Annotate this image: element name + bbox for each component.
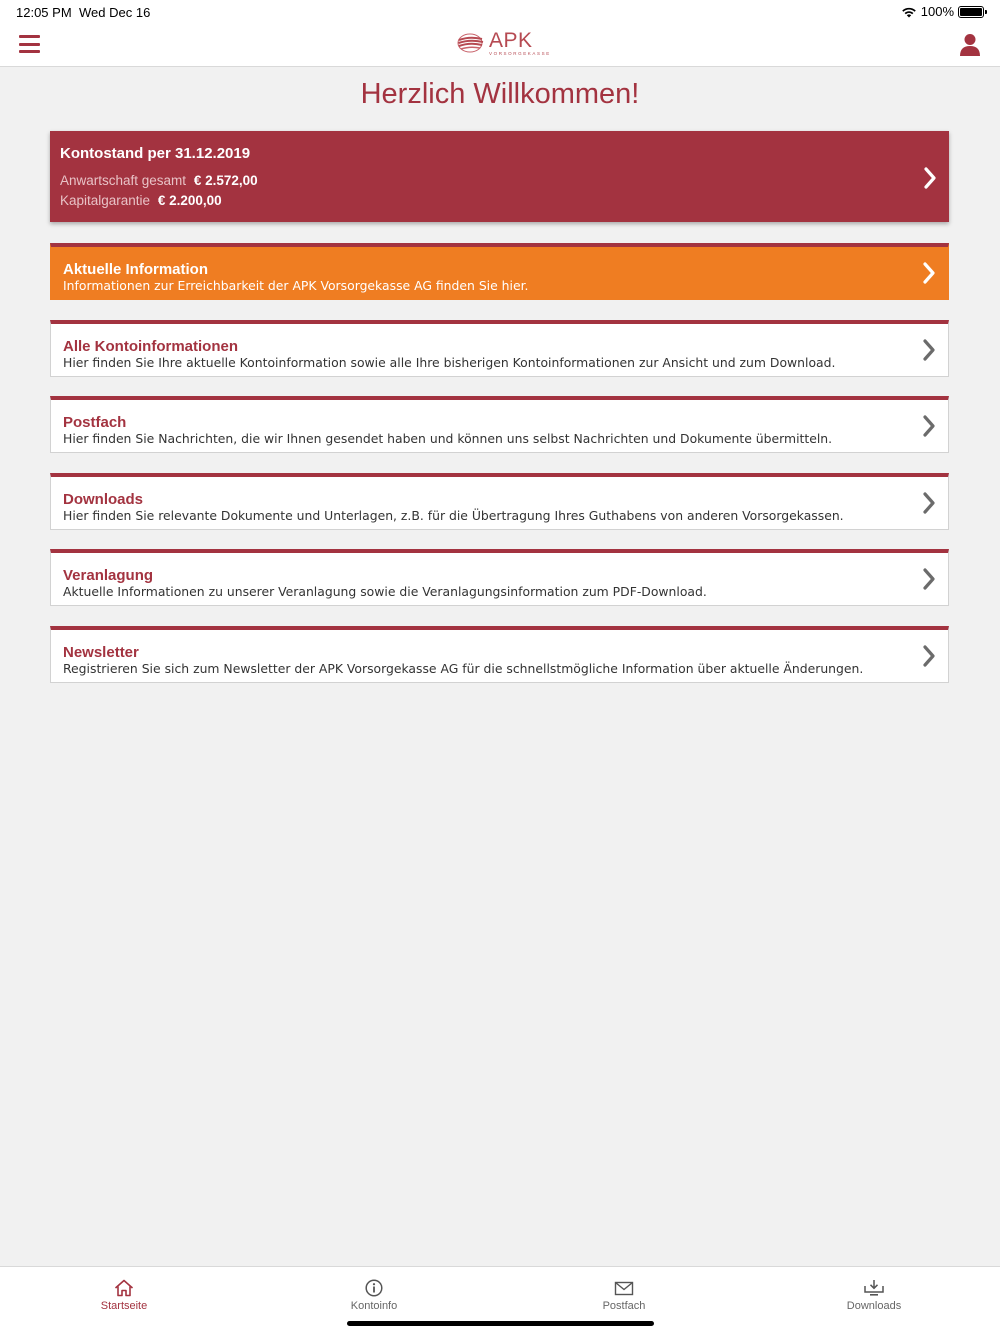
- chevron-right-icon: [922, 339, 936, 361]
- profile-icon[interactable]: [960, 33, 980, 57]
- status-date: Wed Dec 16: [79, 5, 151, 20]
- menu-icon[interactable]: [19, 35, 40, 53]
- tab-label: Kontoinfo: [350, 1300, 398, 1312]
- chevron-right-icon: [922, 645, 936, 667]
- logo-globe-icon: [456, 32, 486, 54]
- chevron-right-icon: [922, 262, 936, 284]
- tab-label: Downloads: [846, 1300, 902, 1312]
- card-postfach[interactable]: [50, 396, 949, 453]
- logo-subtext: VORSORGEKASSE: [489, 51, 551, 56]
- balance-row-value: € 2.200,00: [157, 193, 222, 208]
- balance-row: [60, 193, 222, 208]
- card-description: Hier finden Sie relevante Dokumente und Unterlagen, z.B. für die Übertragung Ihres Guthabens von anderen Vorsorgekassen.: [63, 508, 844, 523]
- balance-row: [60, 173, 258, 188]
- home-icon: [114, 1279, 134, 1297]
- card-title: Alle Kontoinformationen: [63, 338, 238, 355]
- card-description: Hier finden Sie Nachrichten, die wir Ihnen gesendet haben und können uns selbst Nachrichten und Dokumente übermitteln.: [63, 431, 833, 446]
- balance-row-label: Kapitalgarantie: [60, 193, 151, 208]
- status-time: 12:05 PM: [16, 5, 72, 20]
- chevron-right-icon: [922, 568, 936, 590]
- card-newsletter[interactable]: [50, 626, 949, 683]
- home-indicator[interactable]: [347, 1321, 654, 1326]
- card-description: Aktuelle Informationen zu unserer Veranlagung sowie die Veranlagungsinformation zum PDF-Download.: [63, 584, 707, 599]
- card-description: Hier finden Sie Ihre aktuelle Kontoinformation sowie alle Ihre bisherigen Kontoinformationen zur Ansicht und zum Download.: [63, 355, 836, 370]
- card-title: Newsletter: [63, 644, 139, 661]
- chevron-right-icon: [922, 492, 936, 514]
- card-title: Postfach: [63, 414, 127, 431]
- balance-heading: Kontostand per 31.12.2019: [60, 145, 251, 162]
- card-downloads[interactable]: [50, 473, 949, 530]
- card-aktuelle-information[interactable]: [50, 243, 949, 300]
- logo-text: APK: [489, 29, 533, 52]
- card-description: Registrieren Sie sich zum Newsletter der APK Vorsorgekasse AG für die schnellstmögliche Information über aktuelle Änderungen.: [63, 661, 864, 676]
- info-icon: [365, 1279, 383, 1297]
- tab-kontoinfo[interactable]: [314, 1279, 434, 1312]
- card-veranlagung[interactable]: [50, 549, 949, 606]
- bottom-tab-bar: [0, 1266, 1000, 1334]
- tab-startseite[interactable]: [64, 1279, 184, 1312]
- battery-percent: 100%: [920, 4, 954, 19]
- card-alle-kontoinformationen[interactable]: [50, 320, 949, 377]
- card-title: Aktuelle Information: [63, 261, 209, 278]
- page-title: Herzlich Willkommen!: [360, 78, 640, 110]
- battery-icon: [958, 6, 984, 18]
- account-balance-card[interactable]: [50, 131, 949, 222]
- apk-logo: [456, 30, 551, 56]
- mail-icon: [614, 1279, 634, 1297]
- status-right: [901, 4, 984, 19]
- card-title: Veranlagung: [63, 567, 154, 584]
- download-icon: [863, 1279, 885, 1297]
- chevron-right-icon: [922, 415, 936, 437]
- tab-label: Startseite: [100, 1300, 148, 1312]
- chevron-right-icon: [923, 167, 937, 189]
- tab-label: Postfach: [602, 1300, 646, 1312]
- balance-row-value: € 2.572,00: [193, 173, 258, 188]
- balance-row-label: Anwartschaft gesamt: [60, 173, 187, 188]
- tab-postfach[interactable]: [564, 1279, 684, 1312]
- tab-downloads[interactable]: [814, 1279, 934, 1312]
- card-description: Informationen zur Erreichbarkeit der APK Vorsorgekasse AG finden Sie hier.: [63, 278, 529, 293]
- wifi-icon: [901, 6, 917, 18]
- card-title: Downloads: [63, 491, 144, 508]
- status-bar: [0, 0, 1000, 24]
- top-navbar: [0, 24, 1000, 67]
